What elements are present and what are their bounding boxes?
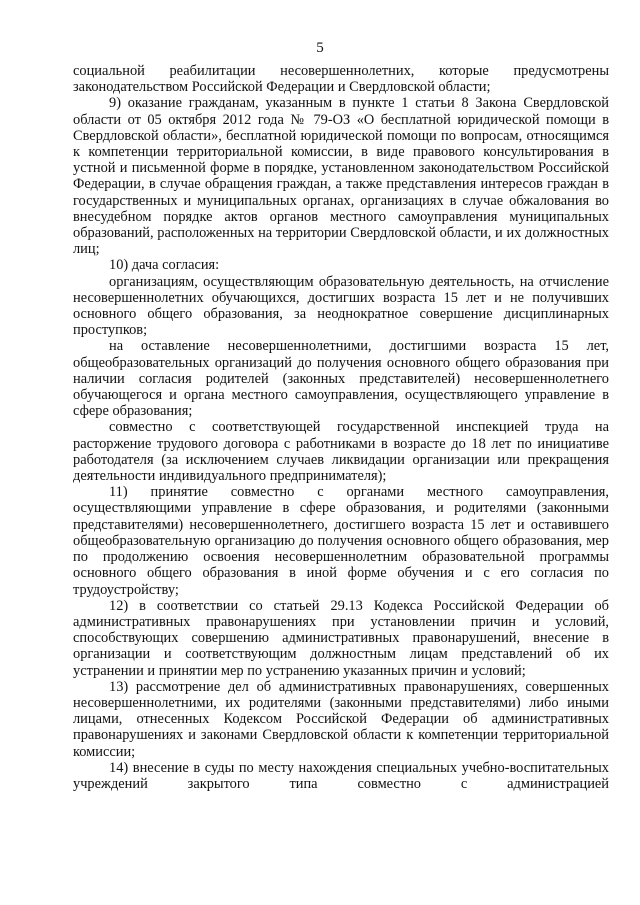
paragraph-item-10-organizations: организациям, осуществляющим образовательную деятельность, на отчисление несовершеннолетних обучающихся, достигших возраста 15 лет и не получивших основного общего образования, за неоднократное совершение дисциплинарных проступков;: [73, 273, 609, 339]
paragraph-continuation: социальной реабилитации несовершеннолетних, которые предусмотрены законодательством Российской Федерации и Свердловской области;: [73, 63, 609, 96]
paragraph-item-10-labor-contract: совместно с соответствующей государственной инспекцией труда на расторжение трудового договора с работниками в возрасте до 18 лет по инициативе работодателя (за исключением случаев ликвидации организации или прекращения деятельности индивидуального предпринимателя);: [73, 419, 609, 485]
paragraph-item-13: 13) рассмотрение дел об административных правонарушениях, совершенных несовершеннолетними, их родителями (законными представителями) либо иными лицами, отнесенных Кодексом Российской Федерации об административных правонарушениях и законами Свердловской области к компетенции территориальной комиссии;: [73, 678, 609, 760]
page-number: 5: [316, 40, 324, 56]
paragraph-item-12: 12) в соответствии со статьей 29.13 Кодекса Российской Федерации об административных правонарушениях при установлении причин и условий, способствующих совершению административных правонарушений, внесение в организации и соответствующим должностным лицам представлений об их устранении и принятии мер по устранению указанных причин и условий;: [73, 597, 609, 679]
paragraph-item-9: 9) оказание гражданам, указанным в пункте 1 статьи 8 Закона Свердловской области от 05 октября 2012 года № 79-ОЗ «О бесплатной юридической помощи в Свердловской области», бесплатной юридической помощи по вопросам, относящимся к компетенции территориальной комиссии, в виде правового консультирования в устной и письменной форме в порядке, установленном законодательством Российской Федерации, в случае обращения граждан, а также представления интересов граждан в государственных и муниципальных органах, организациях в случае обжалования во внесудебном порядке актов органов местного самоуправления муниципальных образований, расположенных на территории Свердловской области, и их должностных лиц;: [73, 95, 609, 258]
paragraph-item-11: 11) принятие совместно с органами местного самоуправления, осуществляющими управление в сфере образования, и родителями (законными представителями) несовершеннолетнего, достигшего возраста 15 лет и оставившего общеобразовательную организацию до получения основного общего образования, мер по продолжению освоения несовершеннолетним образовательной программы основного общего образования в иной форме обучения и с его согласия по трудоустройству;: [73, 484, 609, 598]
paragraph-item-14: 14) внесение в суды по месту нахождения специальных учебно-воспитательных учреждений закрытого типа совместно с администрацией: [73, 759, 609, 792]
paragraph-item-10-leaving-school: на оставление несовершеннолетними, достигшими возраста 15 лет, общеобразовательных организаций до получения основного общего образования при наличии согласия родителей (законных представителей) несовершеннолетнего обучающегося и органа местного самоуправления, осуществляющего управление в сфере образования;: [73, 338, 609, 420]
document-body: [73, 63, 609, 792]
paragraph-item-10: 10) дача согласия:: [109, 257, 220, 274]
